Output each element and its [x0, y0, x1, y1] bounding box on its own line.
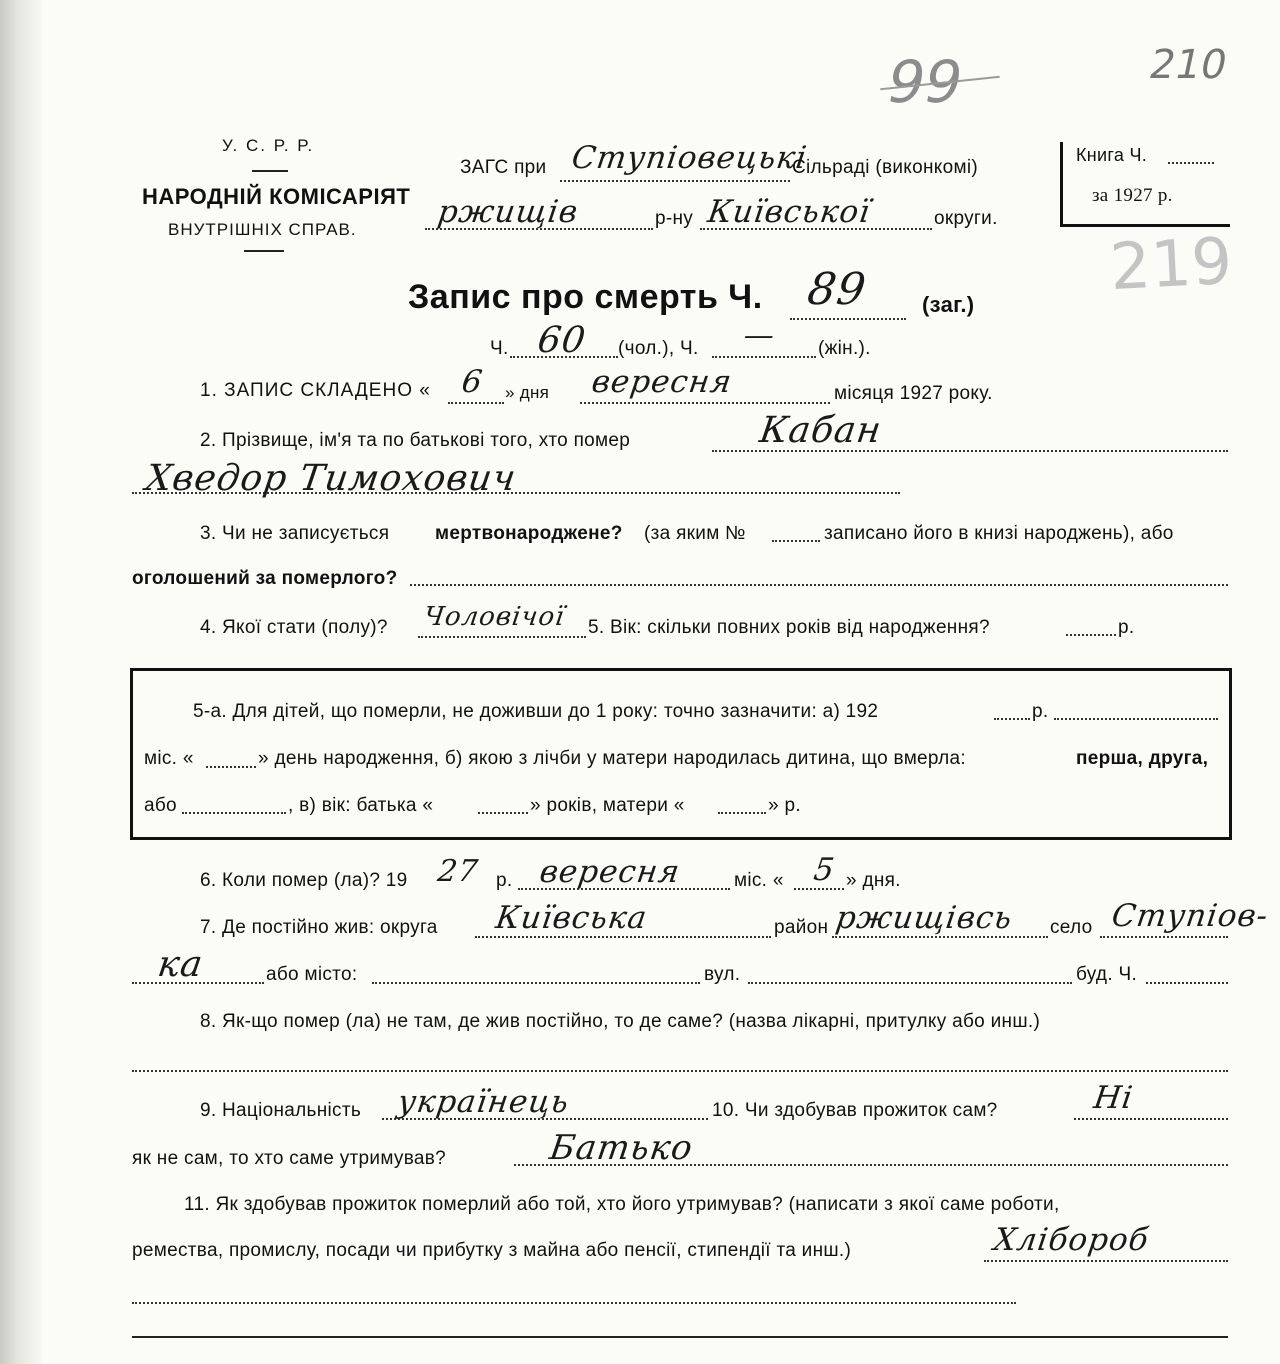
q10-text: 10. Чи здобував прожиток сам?: [712, 1100, 998, 1121]
q1-day-line: [448, 402, 504, 404]
q7-selo-line: [1100, 936, 1228, 938]
zags-suffix: Сільраді (виконкомі): [792, 157, 978, 178]
faded-stamp-number: 219: [1108, 224, 1235, 306]
q3-declared-dead: оголошений за померлого?: [132, 568, 398, 589]
q10-self-handwritten: Ні: [1091, 1080, 1136, 1116]
q7-house-label: буд. Ч.: [1076, 964, 1138, 985]
male-number-handwritten: 60: [535, 320, 589, 361]
q7-city-line: [372, 982, 700, 984]
q2-name-handwritten: Хведор Тимохович: [143, 458, 519, 499]
q7-selo-handwritten: Ступіов-: [1109, 898, 1271, 934]
zag-label: (заг.): [922, 292, 975, 317]
female-label: (жін.).: [818, 338, 871, 359]
q7-raion-handwritten: ржищівсь: [833, 900, 1015, 936]
q4-sex-line: [418, 636, 586, 638]
q1-day-handwritten: 6: [459, 364, 486, 400]
pencil-number-crossed: 99: [880, 48, 970, 116]
q5a-father-age-label: , в) вік: батька «: [288, 795, 434, 816]
village-handwritten: Ступіовецькі: [569, 140, 810, 176]
q1-text-c: місяця 1927 року.: [834, 383, 993, 404]
q7-city-label: або місто:: [266, 964, 358, 985]
q7-okruha-handwritten: Київська: [493, 900, 650, 936]
q5a-father-age-line: [478, 812, 528, 814]
q7-raion-label: район: [774, 917, 829, 938]
q7-street-line: [748, 982, 1072, 984]
q11-line: [984, 1260, 1228, 1262]
male-label: (чол.), Ч.: [618, 338, 699, 359]
q1-month-handwritten: вересня: [589, 364, 735, 400]
bottom-rule: [132, 1336, 1228, 1338]
record-title: Запис про смерть Ч.: [408, 278, 763, 316]
male-number-prefix: Ч.: [490, 338, 509, 359]
q5-age-line: [1066, 634, 1116, 636]
female-number-line: [712, 356, 816, 358]
q7-raion-line: [832, 936, 1048, 938]
q11-text-a: 11. Як здобував прожиток померлий або той, хто його утримував? (написати з якої саме роботи,: [184, 1194, 1060, 1215]
q1-text-a: 1. ЗАПИС СКЛАДЕНО «: [200, 380, 431, 401]
page-edge-shadow: [0, 0, 42, 1364]
q5a-mother-age-line: [718, 812, 766, 814]
q5a-mother-age-label: » років, матери «: [530, 795, 685, 816]
q6-day-handwritten: 5: [811, 852, 838, 888]
q7-selo-label: село: [1050, 917, 1093, 938]
pencil-page-number: 210: [1145, 42, 1232, 88]
q6-text-c: міс. «: [734, 870, 784, 891]
zags-prefix: ЗАГС при: [460, 157, 547, 178]
okruha-handwritten: Київської: [705, 194, 873, 230]
q7-text-a: 7. Де постійно жив: округа: [200, 917, 438, 938]
q7-okruha-line: [475, 936, 771, 938]
q5a-first-second: перша, друга,: [1076, 748, 1209, 769]
record-number-line: [790, 318, 906, 320]
book-box-bottom: [1060, 224, 1230, 227]
q5a-month-label: міс. «: [144, 748, 194, 769]
q10b-who-handwritten: Батько: [547, 1128, 696, 1168]
q3-text-a: 3. Чи не записується: [200, 523, 390, 544]
q2-surname-handwritten: Кабан: [757, 410, 885, 451]
q1-month-line: [580, 402, 830, 404]
header-dash-2: [244, 250, 284, 252]
q4-sex-handwritten: Чоловічої: [421, 602, 567, 632]
village-line: [560, 180, 790, 182]
q3-line: [410, 584, 1228, 586]
q2-text: 2. Прізвище, ім'я та по батькові того, хто помер: [200, 430, 631, 451]
q1-text-b: » дня: [505, 383, 550, 402]
q5a-line-end: [1054, 718, 1218, 720]
q5a-or-label: або: [144, 795, 177, 816]
q3-stillborn: мертвонароджене?: [435, 523, 623, 544]
rnu-label: р-ну: [655, 208, 694, 229]
q5a-text-a: 5-а. Для дітей, що померли, не доживши до 1 року: точно зазначити: а) 192: [193, 701, 879, 722]
q9-text: 9. Національність: [200, 1100, 362, 1121]
q11-work-handwritten: Хлібороб: [991, 1222, 1152, 1258]
q9-nationality-handwritten: українець: [395, 1084, 572, 1120]
q5a-year-label: р.: [1032, 701, 1049, 722]
q5-text: 5. Вік: скільки повних років від народження?: [588, 617, 990, 638]
q6-text-a: 6. Коли помер (ла)? 19: [200, 870, 408, 891]
record-number-handwritten: 89: [804, 264, 870, 315]
q5a-text-b: » день народження, б) якою з лічби у матери народилась дитина, що вмерла:: [258, 748, 966, 769]
q5a-year-line: [994, 718, 1030, 720]
q8-line: [132, 1070, 1228, 1072]
q5a-month-line: [206, 766, 256, 768]
q5a-years-end: » р.: [768, 795, 801, 816]
header-dash: [252, 170, 288, 172]
book-box-left: [1060, 142, 1063, 226]
q6-year-handwritten: 27: [435, 854, 481, 889]
q6-month-handwritten: вересня: [537, 854, 683, 890]
district-handwritten: ржищів: [435, 194, 581, 230]
q6-text-d: » дня.: [846, 870, 901, 891]
q6-text-b: р.: [496, 870, 513, 891]
book-number-line: [1168, 162, 1214, 164]
okruhy-label: округи.: [934, 208, 998, 229]
q5-years-label: р.: [1118, 617, 1135, 638]
q3-text-c: (за яким №: [644, 523, 746, 544]
q7-selo-handwritten-2: ка: [155, 944, 206, 985]
book-label: Книга Ч.: [1076, 145, 1148, 165]
commissariat-title: НАРОДНІЙ КОМІСАРІЯТ: [142, 184, 411, 209]
q7-street-label: вул.: [704, 964, 741, 985]
q11-text-b: ремества, промислу, посади чи прибутку з майна або пенсії, стипендії та инш.): [132, 1240, 852, 1261]
q4-text-a: 4. Якої стати (полу)?: [200, 617, 388, 638]
q6-day-line: [794, 888, 844, 890]
q3-text-d: записано його в книзі народжень), або: [824, 523, 1174, 544]
q11-line-2: [132, 1302, 1016, 1304]
female-number-handwritten: —: [741, 318, 778, 353]
republic-label: У. С. Р. Р.: [222, 136, 315, 155]
q10b-text: як не сам, то хто саме утримував?: [132, 1148, 447, 1169]
q3-number-line: [772, 540, 820, 542]
affairs-label: ВНУТРІШНІХ СПРАВ.: [168, 220, 357, 239]
q10-line: [1074, 1118, 1228, 1120]
book-year: за 1927 р.: [1092, 185, 1173, 206]
q5a-order-line: [182, 812, 286, 814]
q7-house-line: [1146, 982, 1228, 984]
q8-text: 8. Як-що помер (ла) не там, де жив постійно, то де саме? (назва лікарні, притулку або инш.): [200, 1011, 1041, 1032]
